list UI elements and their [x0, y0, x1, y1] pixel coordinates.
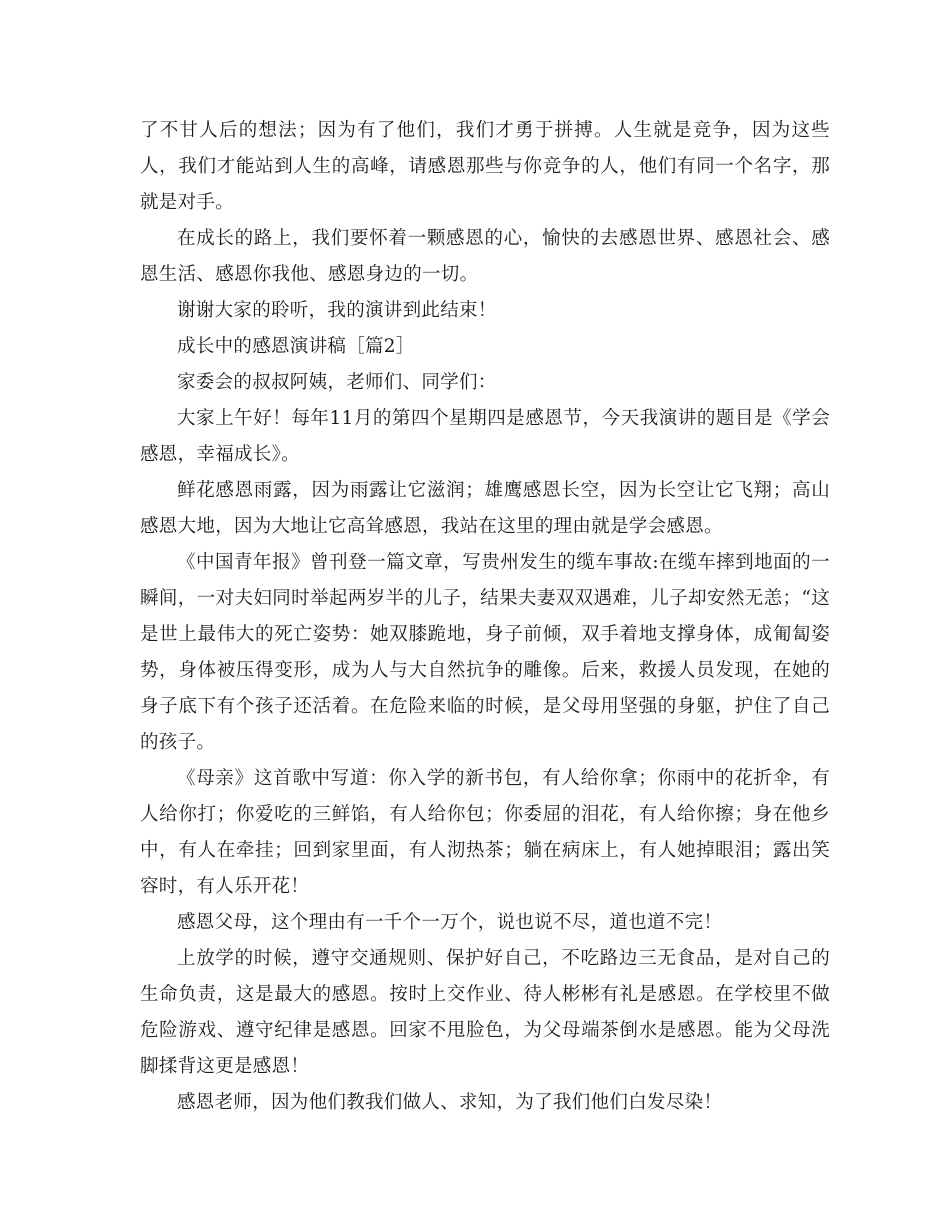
paragraph: 感恩老师，因为他们教我们做人、求知，为了我们他们白发尽染！ [177, 1092, 723, 1113]
paragraph: 《母亲》这首歌中写道：你入学的新书包，有人给你拿；你雨中的花折伞，有人给你打；你爱吃的三鲜馅，有人给你包；你委屈的泪花，有人给你擦；身在他乡中，有人在牵挂；回到家里面，有人沏热茶；躺在病床上，有人她掉眼泪；露出笑容时，有人乐开花！ [140, 768, 830, 897]
paragraph: 了不甘人后的想法；因为有了他们，我们才勇于拼搏。人生就是竞争，因为这些人，我们才能站到人生的高峰，请感恩那些与你竞争的人，他们有同一个名字，那就是对手。 [140, 120, 830, 213]
salutation: 家委会的叔叔阿姨，老师们、同学们： [177, 372, 497, 393]
paragraph: 感恩父母，这个理由有一千个一万个，说也说不尽，道也道不完！ [177, 912, 723, 933]
paragraph: 鲜花感恩雨露，因为雨露让它滋润；雄鹰感恩长空，因为长空让它飞翔；高山感恩大地，因为大地让它高耸感恩，我站在这里的理由就是学会感恩。 [140, 480, 830, 537]
paragraph: 谢谢大家的聆听，我的演讲到此结束！ [177, 300, 497, 321]
document-body [140, 113, 830, 1121]
paragraph: 上放学的时候，遵守交通规则、保护好自己，不吃路边三无食品，是对自己的生命负责，这是最大的感恩。按时上交作业、待人彬彬有礼是感恩。在学校里不做危险游戏、遵守纪律是感恩。回家不甩脸色，为父母端茶倒水是感恩。能为父母洗脚揉背这更是感恩！ [140, 948, 830, 1077]
paragraph: 大家上午好！每年11月的第四个星期四是感恩节，今天我演讲的题目是《学会感恩，幸福成长》。 [140, 408, 830, 465]
paragraph: 在成长的路上，我们要怀着一颗感恩的心，愉快的去感恩世界、感恩社会、感恩生活、感恩你我他、感恩身边的一切。 [140, 228, 830, 285]
paragraph: 《中国青年报》曾刊登一篇文章，写贵州发生的缆车事故:在缆车摔到地面的一瞬间，一对夫妇同时举起两岁半的儿子，结果夫妻双双遇难，儿子却安然无恙；“这是世上最伟大的死亡姿势：她双膝跪地，身子前倾，双手着地支撑身体，成匍匐姿势，身体被压得变形，成为人与大自然抗争的雕像。后来，救援人员发现，在她的身子底下有个孩子还活着。在危险来临的时候，是父母用坚强的身躯，护住了自己的孩子。 [140, 552, 830, 753]
section-heading: 成长中的感恩演讲稿［篇2］ [177, 336, 415, 357]
